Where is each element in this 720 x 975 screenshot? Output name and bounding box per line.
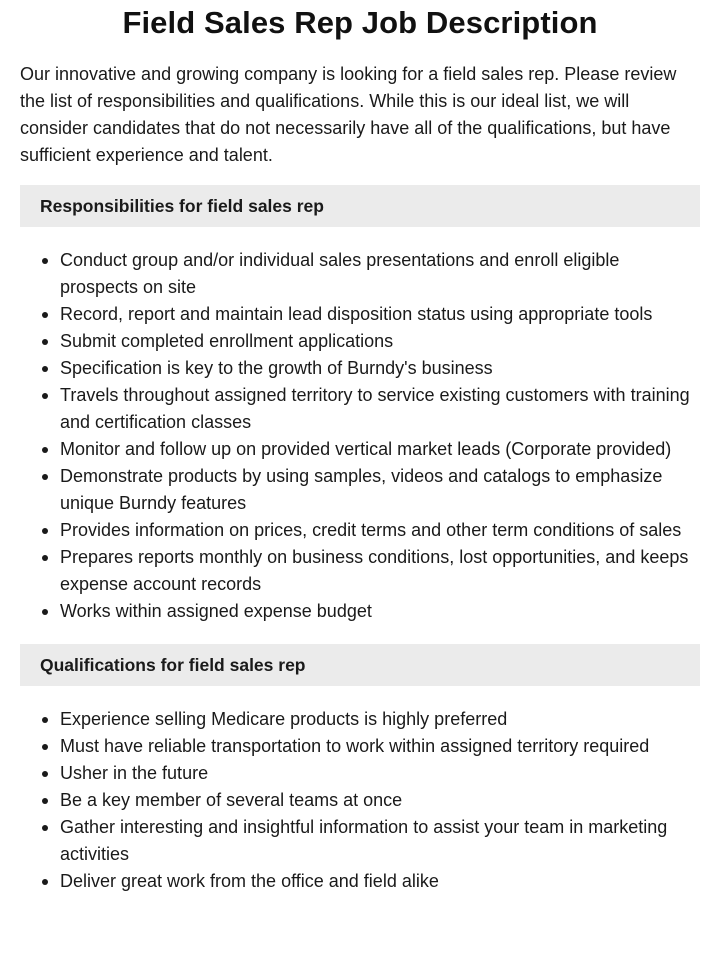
list-item: Be a key member of several teams at once xyxy=(60,787,700,814)
list-item: Experience selling Medicare products is highly preferred xyxy=(60,706,700,733)
qualifications-heading: Qualifications for field sales rep xyxy=(20,644,700,686)
list-item: Deliver great work from the office and field alike xyxy=(60,868,700,895)
responsibilities-list xyxy=(20,247,700,625)
list-item: Gather interesting and insightful information to assist your team in marketing activities xyxy=(60,814,700,868)
responsibilities-heading: Responsibilities for field sales rep xyxy=(20,185,700,227)
list-item: Specification is key to the growth of Burndy's business xyxy=(60,355,700,382)
list-item: Must have reliable transportation to work within assigned territory required xyxy=(60,733,700,760)
list-item: Demonstrate products by using samples, videos and catalogs to emphasize unique Burndy features xyxy=(60,463,700,517)
page-title: Field Sales Rep Job Description xyxy=(122,5,598,40)
intro-paragraph: Our innovative and growing company is looking for a field sales rep. Please review the list of responsibilities and qualifications. While this is our ideal list, we will consider candidates that do not necessarily have all of the qualifications, but have sufficient experience and talent. xyxy=(20,64,677,165)
list-item: Submit completed enrollment applications xyxy=(60,328,700,355)
list-item: Prepares reports monthly on business conditions, lost opportunities, and keeps expense account records xyxy=(60,544,700,598)
list-item: Travels throughout assigned territory to service existing customers with training and certification classes xyxy=(60,382,700,436)
list-item: Conduct group and/or individual sales presentations and enroll eligible prospects on site xyxy=(60,247,700,301)
list-item: Record, report and maintain lead disposition status using appropriate tools xyxy=(60,301,700,328)
qualifications-list xyxy=(20,706,700,895)
list-item: Works within assigned expense budget xyxy=(60,598,700,625)
list-item: Usher in the future xyxy=(60,760,700,787)
list-item: Monitor and follow up on provided vertical market leads (Corporate provided) xyxy=(60,436,700,463)
list-item: Provides information on prices, credit terms and other term conditions of sales xyxy=(60,517,700,544)
